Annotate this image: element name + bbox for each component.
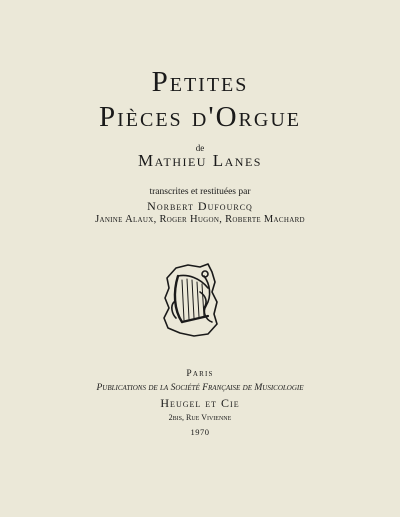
de-label: de	[195, 143, 205, 153]
harp-emblem-icon	[160, 262, 220, 338]
editor-name: Norbert Dufourcq	[147, 199, 253, 213]
composer-name: Mathieu Lanes	[138, 151, 262, 170]
imprint-address: 2bis, Rue Vivienne	[168, 413, 232, 422]
title-line-2: Pièces d'Orgue	[99, 101, 301, 133]
title-line-1: Petites	[151, 66, 249, 98]
imprint-publications: Publications de la Société Française de Musicologie	[96, 383, 304, 393]
transcription-note: transcrites et restituées par	[149, 187, 251, 197]
imprint-year: 1970	[190, 427, 210, 437]
imprint-publisher: Heugel et Cie	[160, 396, 240, 410]
imprint-city: Paris	[186, 369, 214, 379]
co-editors: Janine Alaux, Roger Hugon, Roberte Machard	[95, 214, 305, 225]
